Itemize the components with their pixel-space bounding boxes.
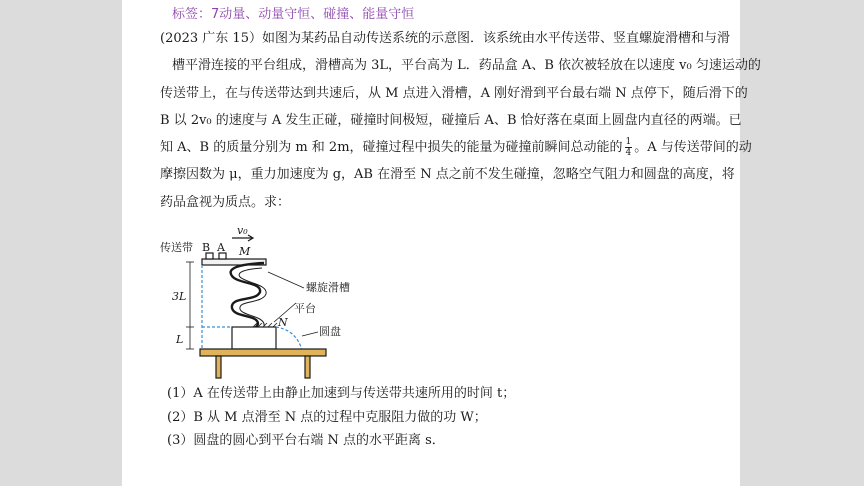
problem-line-5-end: 。A 与传送带间的动 [634,140,752,156]
problem-line-5-start: 知 A、B 的质量分别为 m 和 2m，碰撞过程中损失的能量为碰撞前瞬间总动能的 [160,140,623,156]
problem-line-7: 药品盒视为质点。求： [160,194,291,210]
disc-label-leader [302,332,318,336]
platform-label: 平台 [294,302,316,315]
question-1: (1）A 在传送带上由静止加速到与传送带共速所用的时间 t； [167,386,516,401]
fraction-numerator: 1 [625,137,632,148]
problem-line-1: (2023 广东 15）如图为某药品自动传送系统的示意图．该系统由水平传送带、竖直螺旋滑槽和与滑 [160,31,730,46]
height-l-label: L [176,333,184,346]
questions-list [167,382,515,453]
question-2: (2）B 从 M 点滑至 N 点的过程中克服阻力做的功 W； [167,409,487,425]
box-a-label: A [217,241,225,254]
table-top [200,349,326,356]
problem-line-3: 传送带上，在与传送带达到共速后，从 M 点进入滑槽，A 刚好滑到平台最右端 N 点停下，随后滑下的 [160,85,748,101]
platform-block [232,327,276,349]
question-3: (3）圆盘的圆心到平台右端 N 点的水平距离 s． [167,433,445,448]
box-b-label: B [202,241,211,254]
point-m-label: M [239,245,251,258]
disc-label: 圆盘 [319,325,341,338]
fraction-denominator: 4 [625,148,632,159]
spiral-chute-outer [231,263,264,332]
spiral-chute-label: 螺旋滑槽 [306,281,350,294]
problem-line-2: 槽平滑连接的平台组成，滑槽高为 3L，平台高为 L．药品盒 A、B 依次被轻放在以速度 v₀ 匀速运动的 [172,58,761,74]
belt-label: 传送带 [160,241,193,254]
velocity-label: v₀ [237,224,248,237]
height-3l-label: 3L [172,290,187,303]
problem-line-4: B 以 2v₀ 的速度与 A 发生正碰，碰撞时间极短，碰撞后 A、B 恰好落在桌面上圆盘内直径的两端。已 [160,112,742,128]
problem-line-6: 摩擦因数为 μ，重力加速度为 g，AB 在滑至 N 点之前不发生碰撞，忽略空气阻力和圆盘的高度，将 [160,167,735,183]
trajectory-path [276,327,302,350]
spiral-label-leader [268,272,304,288]
topic-tags: 标签：7动量、动量守恒、碰撞、能量守恒 [172,7,415,22]
table-leg-left [216,356,221,378]
table-leg-right [305,356,310,378]
point-n-label: N [278,316,288,329]
